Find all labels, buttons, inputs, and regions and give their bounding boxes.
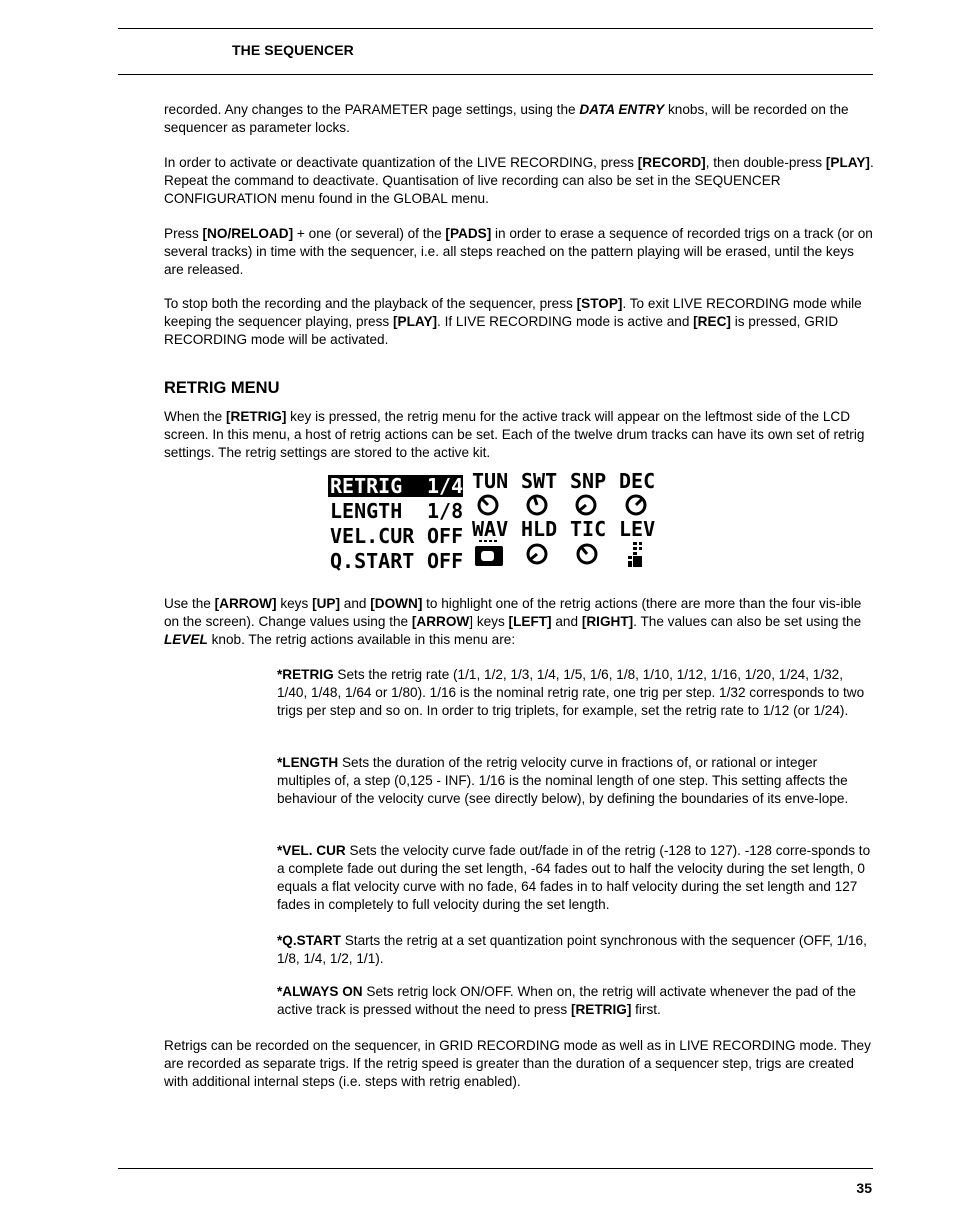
paragraph: [164, 225, 874, 279]
text-run: is pressed, GRID RECORDING mode will be activated.: [164, 313, 839, 347]
menu-value: 1/4: [427, 474, 464, 498]
text-run: . Repeat the command to deactivate. Quantisation of live recording can also be set in the SEQUENCER CONFIGURATION menu found in the GLOBAL menu.: [164, 155, 874, 206]
retrig-action-description: [277, 932, 874, 968]
page-number: 35: [856, 1180, 872, 1196]
header-rule-bottom: [118, 74, 873, 75]
emphasis-bold: [RETRIG]: [570, 1001, 632, 1017]
text-run: Retrigs can be recorded on the sequencer, in GRID RECORDING mode as well as in LIVE RECORDING mode. They are recorded as separate trigs. If the retrig speed is greater than the duration of a sequencer step, trigs are created with additional internal steps (i.e. steps with retrig enabled).: [164, 1038, 871, 1089]
param-label: HLD: [521, 517, 558, 541]
text-run: In order to activate or deactivate quantization of the LIVE RECORDING, press: [164, 155, 638, 170]
emphasis-bold: [NO/RELOAD]: [202, 226, 294, 241]
header-rule-top: [118, 28, 873, 29]
emphasis-bold: [DOWN]: [370, 596, 423, 611]
text-run: + one (or several) of the: [293, 226, 446, 241]
menu-label: Q.START: [330, 549, 415, 572]
text-run: knobs, will be recorded on the sequencer as parameter locks.: [164, 102, 849, 135]
menu-label: LENGTH: [330, 499, 403, 523]
param-label: TIC: [570, 517, 607, 541]
section-heading: RETRIG MENU: [164, 379, 280, 397]
section-header: THE SEQUENCER: [232, 42, 354, 58]
retrig-lcd-screenshot: [327, 470, 657, 572]
text-run: in order to erase a sequence of recorded trigs on a track (or on several tracks) in time with the sequencer, i.e. all steps reached on the pattern playing will be erased, until the keys are released.: [164, 226, 873, 277]
emphasis-bold: *VEL. CUR: [277, 843, 346, 858]
knob-icon: [627, 496, 645, 514]
param-label: TUN: [472, 470, 509, 493]
paragraph: [164, 1037, 874, 1091]
text-run: . To exit LIVE RECORDING mode while keeping the sequencer playing, press: [164, 296, 862, 329]
menu-label: VEL.CUR: [330, 524, 415, 548]
text-run: ] keys: [469, 613, 509, 629]
emphasis-bold-italic: LEVEL: [164, 631, 208, 647]
text-run: first.: [631, 1001, 661, 1017]
emphasis-bold: [LEFT]: [508, 613, 552, 629]
emphasis-bold-italic: DATA ENTRY: [579, 102, 665, 117]
emphasis-bold: [ARROW: [411, 613, 470, 629]
text-run: recorded. Any changes to the PARAMETER page settings, using the: [164, 102, 580, 117]
emphasis-bold: *RETRIG: [277, 667, 334, 682]
menu-value: OFF: [427, 524, 464, 548]
menu-label: RETRIG: [330, 474, 403, 498]
footer-rule: [118, 1168, 873, 1169]
param-label: SWT: [521, 470, 558, 493]
menu-value: OFF: [427, 549, 464, 572]
param-label: DEC: [619, 470, 656, 493]
text-run: Sets the velocity curve fade out/fade in of the retrig (-128 to 127). -128 corre-sponds to a complete fade out during the set length, -64 fades out to half the velocity during the set length, 0 equals a flat velocity curve with no fade, 64 fades in to half velocity during the set length and 127 fades in completely to full velocity during the set length.: [277, 843, 871, 912]
text-run: , then double-press: [705, 155, 826, 170]
emphasis-bold: [UP]: [312, 596, 341, 611]
retrig-action-description: [277, 842, 874, 914]
emphasis-bold: [PLAY]: [825, 155, 870, 170]
text-run: key is pressed, the retrig menu for the active track will appear on the leftmost side of the LCD screen. In this menu, a host of retrig actions can be set. Each of the twelve drum tracks can have its own set of retrig settings. The retrig settings are stored to the active kit.: [164, 409, 865, 460]
emphasis-bold: *ALWAYS ON: [277, 984, 363, 999]
text-run: . If LIVE RECORDING mode is active and: [437, 313, 694, 329]
text-run: Sets retrig lock ON/OFF. When on, the retrig will activate whenever the pad of the active track is pressed without the need to press: [277, 984, 856, 1017]
text-run: knob. The retrig actions available in this menu are:: [207, 631, 516, 647]
text-run: . The values can also be set using the: [633, 613, 862, 629]
retrig-action-description: [277, 666, 874, 720]
knob-icon: [479, 496, 497, 514]
retrig-action-description: [277, 754, 874, 808]
knob-icon: [577, 496, 595, 514]
param-label: SNP: [570, 470, 607, 493]
text-run: and: [340, 596, 371, 611]
text-run: When the: [164, 409, 226, 424]
paragraph: [164, 295, 874, 349]
paragraph: [164, 595, 874, 649]
text-run: keys: [276, 596, 313, 611]
retrig-action-description: [277, 983, 874, 1019]
text-run: Starts the retrig at a set quantization point synchronous with the sequencer (OFF, 1/16, 1/8, 1/4, 1/2, 1/1).: [277, 933, 867, 966]
emphasis-bold: [RECORD]: [637, 155, 706, 170]
text-run: to highlight one of the retrig actions (there are more than the four vis-ible on the screen). Change values using the: [164, 596, 862, 629]
text-run: Sets the duration of the retrig velocity curve in fractions of, or rational or integer multiples of, a step (0,125 - INF). 1/16 is the nominal length of one step. This setting affects the behaviour of the velocity curve (see directly below), by defining the boundaries of its enve-lope.: [277, 755, 849, 806]
emphasis-bold: *Q.START: [277, 933, 341, 948]
text-run: and: [551, 613, 582, 629]
emphasis-bold: *LENGTH: [277, 755, 339, 770]
paragraph: [164, 154, 874, 208]
emphasis-bold: [PADS]: [445, 226, 492, 241]
text-run: To stop both the recording and the playback of the sequencer, press: [164, 296, 577, 311]
paragraph: [164, 101, 874, 137]
param-label: LEV: [619, 517, 656, 541]
waveform-selector-icon: [475, 541, 503, 566]
knob-icon: [528, 545, 546, 563]
param-label: WAV: [472, 517, 509, 541]
paragraph: [164, 408, 874, 462]
emphasis-bold: [ARROW]: [214, 596, 277, 611]
knob-icon: [578, 545, 596, 563]
knob-icon: [528, 496, 546, 514]
emphasis-bold: [PLAY]: [392, 313, 438, 329]
emphasis-bold: [STOP]: [576, 296, 623, 311]
emphasis-bold: [RIGHT]: [581, 613, 634, 629]
emphasis-bold: [RETRIG]: [225, 409, 287, 424]
level-meter-icon: [628, 542, 642, 567]
text-run: Press: [164, 226, 203, 241]
emphasis-bold: [REC]: [693, 313, 731, 329]
text-run: Use the: [164, 596, 215, 611]
text-run: Sets the retrig rate (1/1, 1/2, 1/3, 1/4, 1/5, 1/6, 1/8, 1/10, 1/12, 1/16, 1/20, 1/24, 1/32, 1/40, 1/48, 1/64 or 1/80). 1/16 is the nominal retrig rate, one trig per step. 1/32 corresponds to two trigs per step and so on. In order to trig triplets, for example, set the retrig rate to 1/12 (or 1/24).: [277, 667, 865, 718]
menu-value: 1/8: [427, 499, 464, 523]
